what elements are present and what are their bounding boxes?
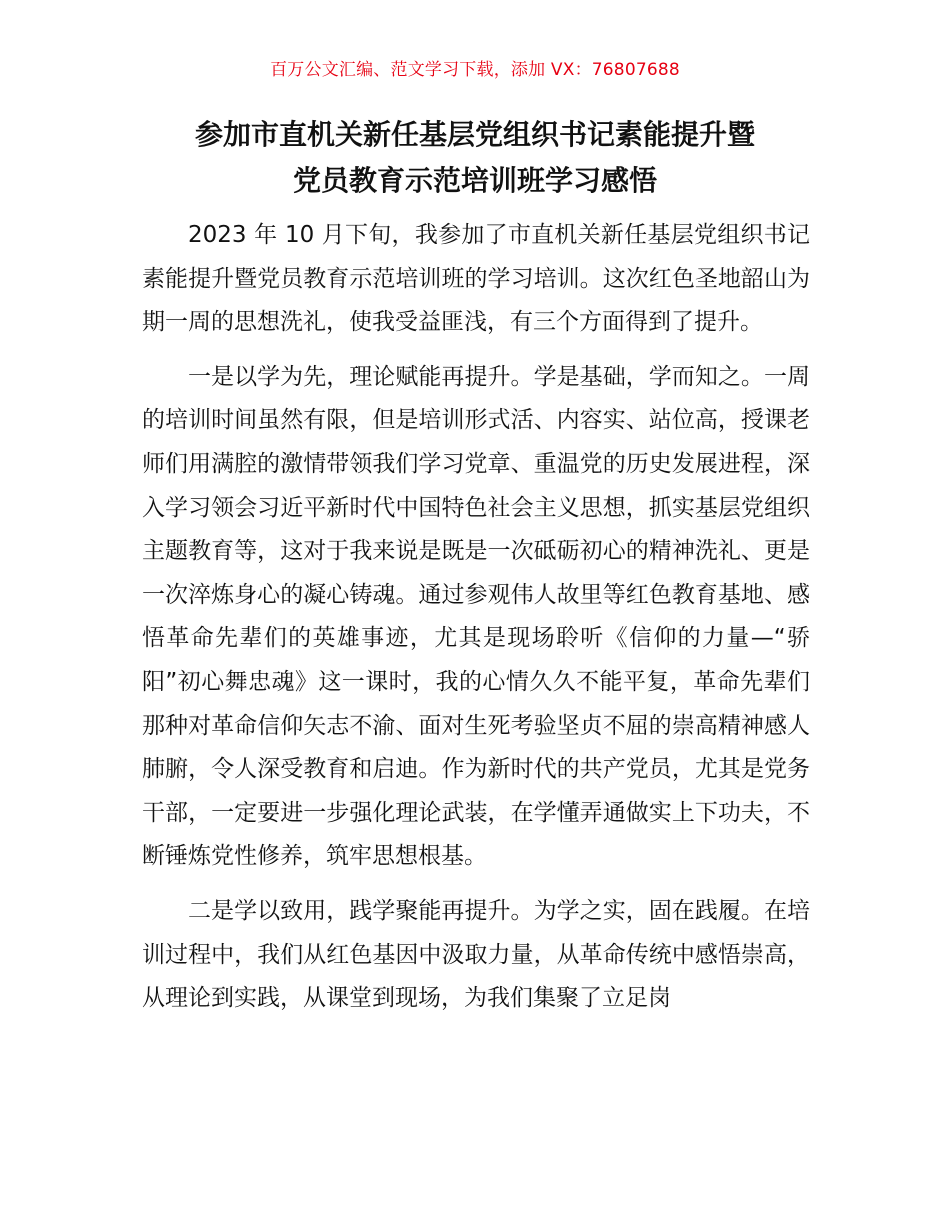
watermark-header: 百万公文汇编、范文学习下载，添加 VX：76807688 xyxy=(270,60,680,80)
document-title-line-1: 参加市直机关新任基层党组织书记素能提升暨 xyxy=(194,118,755,151)
paragraph-intro: 2023 年 10 月下旬，我参加了市直机关新任基层党组织书记素能提升暨党员教育示范培训班的学习培训。这次红色圣地韶山为期一周的思想洗礼，使我受益匪浅，有三个方面得到了提升。 xyxy=(142,222,810,336)
document-title-line-2: 党员教育示范培训班学习感悟 xyxy=(292,164,657,197)
paragraph-point-two: 二是学以致用，践学聚能再提升。为学之实，固在践履。在培训过程中，我们从红色基因中汲取力量，从革命传统中感悟崇高，从理论到实践，从课堂到现场，为我们集聚了立足岗 xyxy=(142,897,810,1012)
document-title xyxy=(110,112,840,204)
document-body xyxy=(142,214,810,1032)
paragraph-point-one: 一是以学为先，理论赋能再提升。学是基础，学而知之。一周的培训时间虽然有限，但是培训形式活、内容实、站位高，授课老师们用满腔的激情带领我们学习党章、重温党的历史发展进程，深入学习领会习近平新时代中国特色社会主义思想，抓实基层党组织主题教育等，这对于我来说是既是一次砥砺初心的精神洗礼、更是一次淬炼身心的凝心铸魂。通过参观伟人故里等红色教育基地、感悟革命先辈们的英雄事迹，尤其是现场聆听《信仰的力量—“骄阳”初心舞忠魂》这一课时，我的心情久久不能平复，革命先辈们那种对革命信仰矢志不渝、面对生死考验坚贞不屈的崇高精神感人肺腑，令人深受教育和启迪。作为新时代的共产党员，尤其是党务干部，一定要进一步强化理论武装，在学懂弄通做实上下功夫，不断锤炼党性修养，筑牢思想根基。 xyxy=(142,363,810,870)
